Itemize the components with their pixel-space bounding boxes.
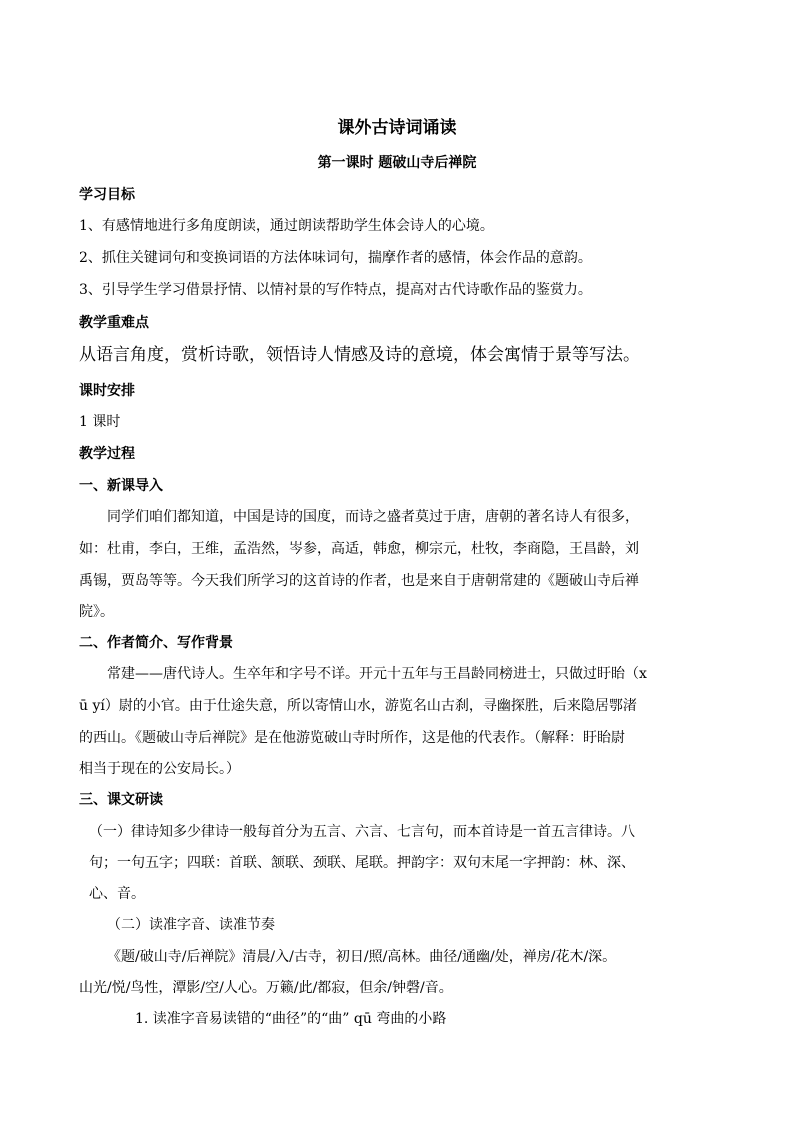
study-sub1-line-1: （一）律诗知多少律诗一般每首分为五言、六言、七言句，而本首诗是一首五言律诗。八 [89, 824, 635, 840]
objective-item-2: 2、抓住关键词句和变换词语的方法体味词句，揣摩作者的感情，体会作品的意韵。 [79, 250, 592, 266]
schedule-text: 1 课时 [79, 414, 121, 430]
process-heading: 教学过程 [79, 446, 135, 462]
intro-heading: 一、新课导入 [79, 478, 163, 494]
objective-item-3: 3、引导学生学习借景抒情、以情衬景的写作特点，提高对古代诗歌作品的鉴赏力。 [79, 282, 592, 298]
study-heading: 三、课文研读 [79, 792, 163, 808]
poem-line-2: 山光/悦/鸟性，潭影/空/人心。万籁/此/都寂，但余/钟磬/音。 [79, 980, 453, 996]
objective-item-1: 1、有感情地进行多角度朗读，通过朗读帮助学生体会诗人的心境。 [79, 218, 494, 234]
study-sub1-line-2: 句；一句五字；四联：首联、颔联、颈联、尾联。押韵字：双句末尾一字押韵：林、深、 [89, 855, 635, 871]
poem-line-1: 《题/破山寺/后禅院》清晨/入/古寺，初日/照/高林。曲径/通幽/处，禅房/花木/深。 [107, 949, 617, 965]
pronunciation-note: 1. 读准字音易读错的“曲径”的“曲” qū 弯曲的小路 [135, 1011, 447, 1027]
intro-line-1: 同学们咱们都知道，中国是诗的国度，而诗之盛者莫过于唐，唐朝的著名诗人有很多， [107, 509, 639, 525]
page-title: 课外古诗词诵读 [337, 118, 457, 138]
difficulty-text: 从语言角度，赏析诗歌，领悟诗人情感及诗的意境，体会寓情于景等写法。 [79, 345, 640, 365]
author-line-3: 的西山。《题破山寺后禅院》是在他游览破山寺时所作，这是他的代表作。（解释：盱眙尉 [79, 730, 625, 746]
intro-line-4: 院》。 [79, 604, 114, 620]
author-line-1: 常建——唐代诗人。生卒年和字号不详。开元十五年与王昌龄同榜进士，只做过盱眙（x [107, 666, 647, 682]
intro-line-3: 禹锡，贾岛等等。今天我们所学习的这首诗的作者，也是来自于唐朝常建的《题破山寺后禅 [79, 573, 639, 589]
intro-line-2: 如：杜甫，李白，王维，孟浩然，岑参，高适，韩愈，柳宗元，杜牧，李商隐，王昌龄，刘 [79, 541, 639, 557]
study-sub2-heading: （二）读准字音、读准节奏 [107, 917, 275, 933]
study-sub1-line-3: 心、音。 [89, 886, 145, 902]
author-heading: 二、作者简介、写作背景 [79, 635, 233, 651]
objectives-heading: 学习目标 [79, 187, 135, 203]
lesson-subtitle: 第一课时 题破山寺后禅院 [317, 155, 477, 171]
author-line-2: ū yí）尉的小官。由于仕途失意，所以寄情山水，游览名山古刹，寻幽探胜，后来隐居鄂渚 [79, 698, 637, 714]
schedule-heading: 课时安排 [79, 383, 135, 399]
author-line-4: 相当于现在的公安局长。） [79, 761, 240, 777]
difficulty-heading: 教学重难点 [79, 315, 149, 331]
